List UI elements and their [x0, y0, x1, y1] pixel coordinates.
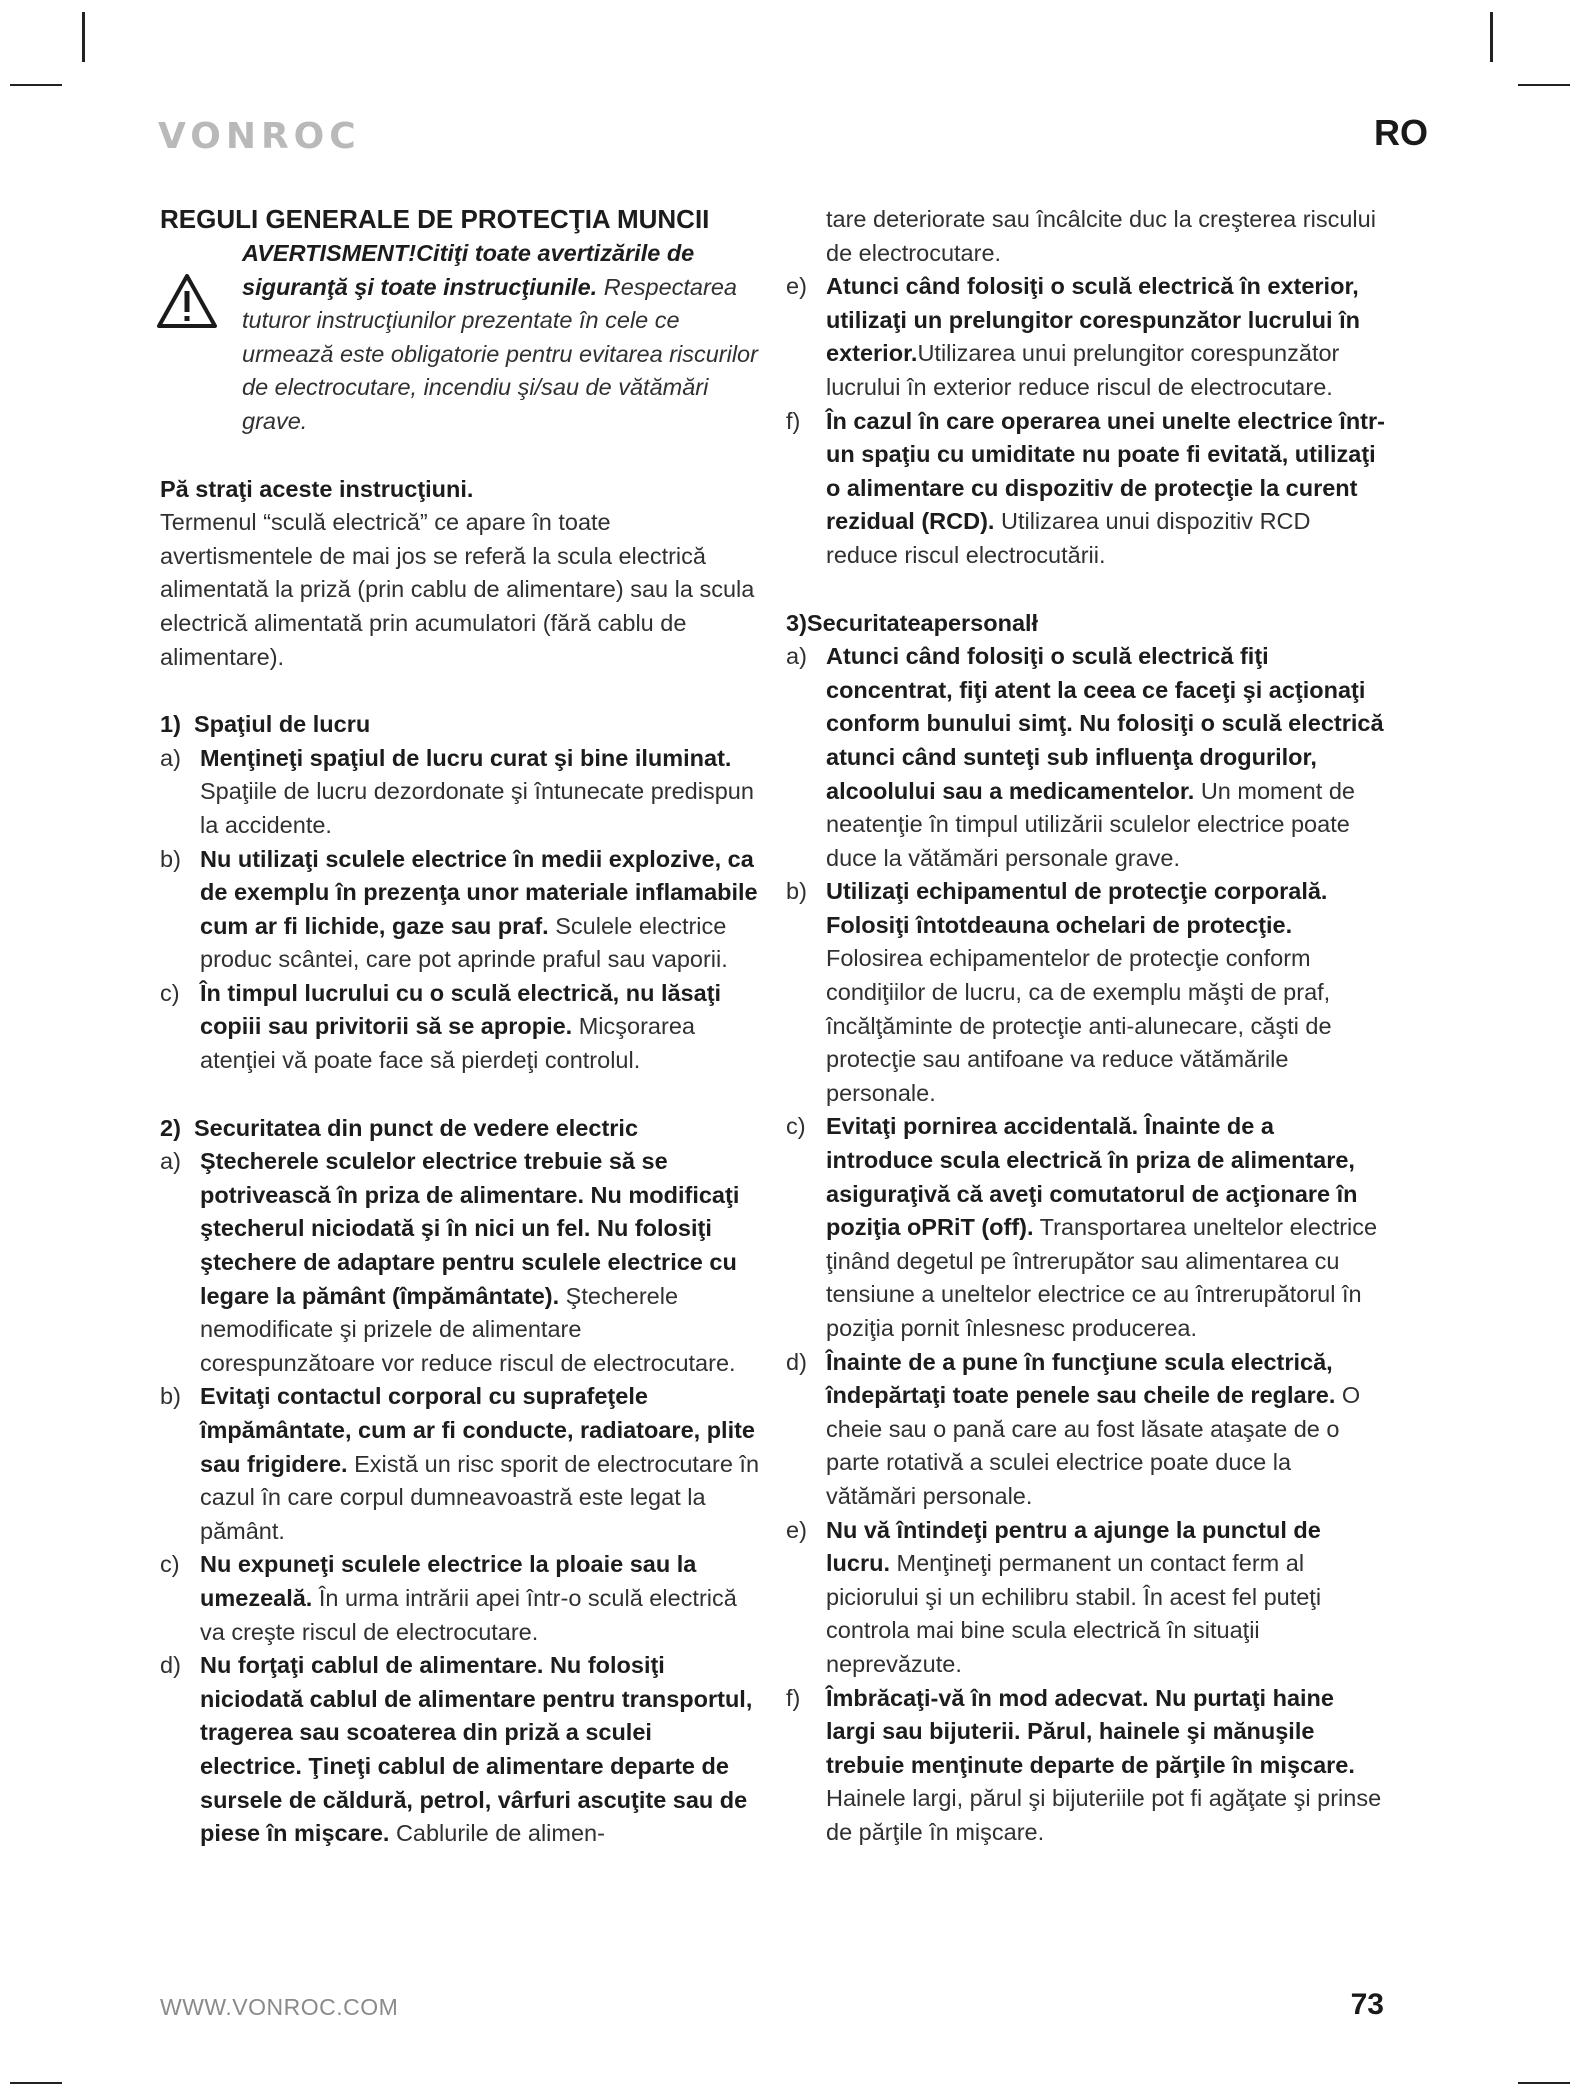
- list-item: d) Nu forţaţi cablul de alimentare. Nu folosiţi niciodată cablul de alimentare pentru transportul, tragerea sau scoaterea din priză a sculei electrice. Ţineţi cablul de alimentare departe de sursele de căldură, petrol, vârfuri ascuţite sau de piese în mişcare. Cablurile de alimen-: [160, 1652, 753, 1847]
- section-title: REGULI GENERALE DE PROTECŢIA MUNCII: [160, 204, 710, 234]
- list-item: a) Menţineţi spaţiul de lucru curat şi bine iluminat. Spaţiile de lucru dezordonate şi întunecate predispun la accidente.: [160, 744, 754, 838]
- footer-url: WWW.VONROC.COM: [160, 1994, 399, 2020]
- list-item: b) Evitaţi contactul corporal cu suprafeţele împământate, cum ar fi conducte, radiatoare, plite sau frigidere. Există un risc sporit de electrocutare în cazul în care corpul dumneavoastră este legat la pământ.: [160, 1383, 760, 1544]
- warning-triangle-icon: [156, 273, 218, 329]
- crop-mark-top-left-h: [10, 84, 62, 86]
- list-item: d) Înainte de a pune în funcţiune scula electrică, îndepărtaţi toate penele sau cheile de reglare. O cheie sau o pană care au fost lăsate ataşate de o parte rotativă a sculei electrice poate duce la vătămări personale.: [786, 1348, 1361, 1509]
- crop-mark-top-right-v: [1490, 12, 1493, 62]
- list-item-continuation: tare deteriorate sau încâlcite duc la creşterea riscului de electrocutare.: [826, 206, 1376, 266]
- list-item: e) Atunci când folosiţi o sculă electrică în exterior, utilizaţi un prelungitor corespunzător lucrului în exterior.Utilizarea unui prelungitor corespunzător lucrului în exterior reduce riscul de electrocutare.: [786, 273, 1360, 400]
- list-item: b) Nu utilizaţi sculele electrice în medii explozive, ca de exemplu în prezenţa unor materiale inflamabile cum ar fi lichide, gaze sau praf. Sculele electrice produc scântei, care pot aprinde praful sau vaporii.: [160, 845, 758, 973]
- keep-instructions-heading: Pă straţi aceste instrucţiuni.: [160, 475, 474, 502]
- right-column: [786, 203, 1386, 1850]
- list-item: c) Evitaţi pornirea accidentală. Înainte de a introduce scula electrică în priza de alimentare, asiguraţivă că aveţi comutatorul de acţionare în poziţia oPRiT (off). Transportarea uneltelor electrice ţinând degetul pe întrerupător sau alimentarea cu tensiune a uneltelor electrice ce au întrerupătorul în poziţia pornit înlesnesc producerea.: [786, 1113, 1378, 1341]
- crop-mark-bottom-right-h: [1518, 2082, 1570, 2084]
- list-item: c) În timpul lucrului cu o sculă electrică, nu lăsaţi copiii sau privitorii să se apropie. Micşorarea atenţiei vă poate face să pierdeţi controlul.: [160, 979, 722, 1074]
- list-item: a) Atunci când folosiţi o sculă electrică fiţi concentrat, fiţi atent la ceea ce faceţi şi acţionaţi conform bunului simţ. Nu folosiţi o sculă electrică atunci când sunteţi sub influenţa drogurilor, alcoolului sau a medicamentelor. Un moment de neatenţie în timpul utilizării sculelor electrice poate duce la vătămări personale grave.: [786, 643, 1384, 871]
- term-paragraph: Termenul “sculă electrică” ce apare în toate avertismentele de mai jos se referă la scula electrică alimentată la priză (prin cablu de alimentare) sau la scula electrică alimentată prin acumulatori (fără cablu de alimentare).: [160, 509, 755, 670]
- section-3-heading: 3)Securitateapersonalł: [786, 609, 1039, 636]
- warning-block: [160, 237, 760, 439]
- brand-logo: VONROC: [158, 116, 361, 157]
- warning-text: AVERTISMENT!Citiţi toate avertizările de siguranţă şi toate instrucţiunile. Respectarea tuturor instrucţiunilor prezentate în cele ce urmează este obligatorie pentru evitarea riscurilor de electrocutare, incendiu şi/sau de vătămări grave.: [242, 240, 758, 434]
- language-code: RO: [1374, 112, 1428, 153]
- crop-mark-top-left-v: [82, 12, 85, 62]
- section-2-heading: 2) Securitatea din punct de vedere electric: [160, 1114, 639, 1141]
- crop-mark-bottom-left-h: [10, 2082, 62, 2084]
- section-1-heading: 1) Spaţiul de lucru: [160, 711, 371, 738]
- page-number: 73: [1350, 1988, 1384, 2021]
- crop-mark-top-right-h: [1518, 84, 1570, 86]
- list-item: f) În cazul în care operarea unei unelte electrice într-un spaţiu cu umiditate nu poate fi evitată, utilizaţi o alimentare cu dispozitiv de protecţie la curent rezidual (RCD). Utilizarea unui dispozitiv RCD reduce riscul electrocutării.: [786, 407, 1385, 568]
- list-item: f) Îmbrăcaţi-vă în mod adecvat. Nu purtaţi haine largi sau bijuterii. Părul, hainele şi mănuşile trebuie menţinute departe de părţile în mişcare. Hainele largi, părul şi bijuteriile pot fi agăţate şi prinse de părţile în mişcare.: [786, 1684, 1382, 1845]
- list-item: c) Nu expuneţi sculele electrice la ploaie sau la umezeală. În urma intrării apei într-o sculă electrică va creşte riscul de electrocutare.: [160, 1551, 737, 1645]
- list-item: a) Ştecherele sculelor electrice trebuie să se potrivească în priza de alimentare. Nu modificaţi ştecherul niciodată şi în nici un fel. Nu folosiţi ştechere de adaptare pentru sculele electrice cu legare la pământ (împământate). Ştecherele nemodificate şi prizele de alimentare corespunzătoare vor reduce riscul de electrocutare.: [160, 1148, 740, 1376]
- left-column: [160, 203, 760, 1851]
- list-item: e) Nu vă întindeţi pentru a ajunge la punctul de lucru. Menţineţi permanent un contact ferm al piciorului şi un echilibru stabil. În acest fel puteţi controla mai bine scula electrică în situaţii neprevăzute.: [786, 1516, 1322, 1677]
- list-item: b) Utilizaţi echipamentul de protecţie corporală. Folosiţi întotdeauna ochelari de protecţie. Folosirea echipamentelor de protecţie conform condiţiilor de lucru, ca de exemplu măşti de praf, încălţăminte de protecţie anti-alunecare, căşti de protecţie sau antifoane va reduce vătămările personale.: [786, 878, 1332, 1106]
